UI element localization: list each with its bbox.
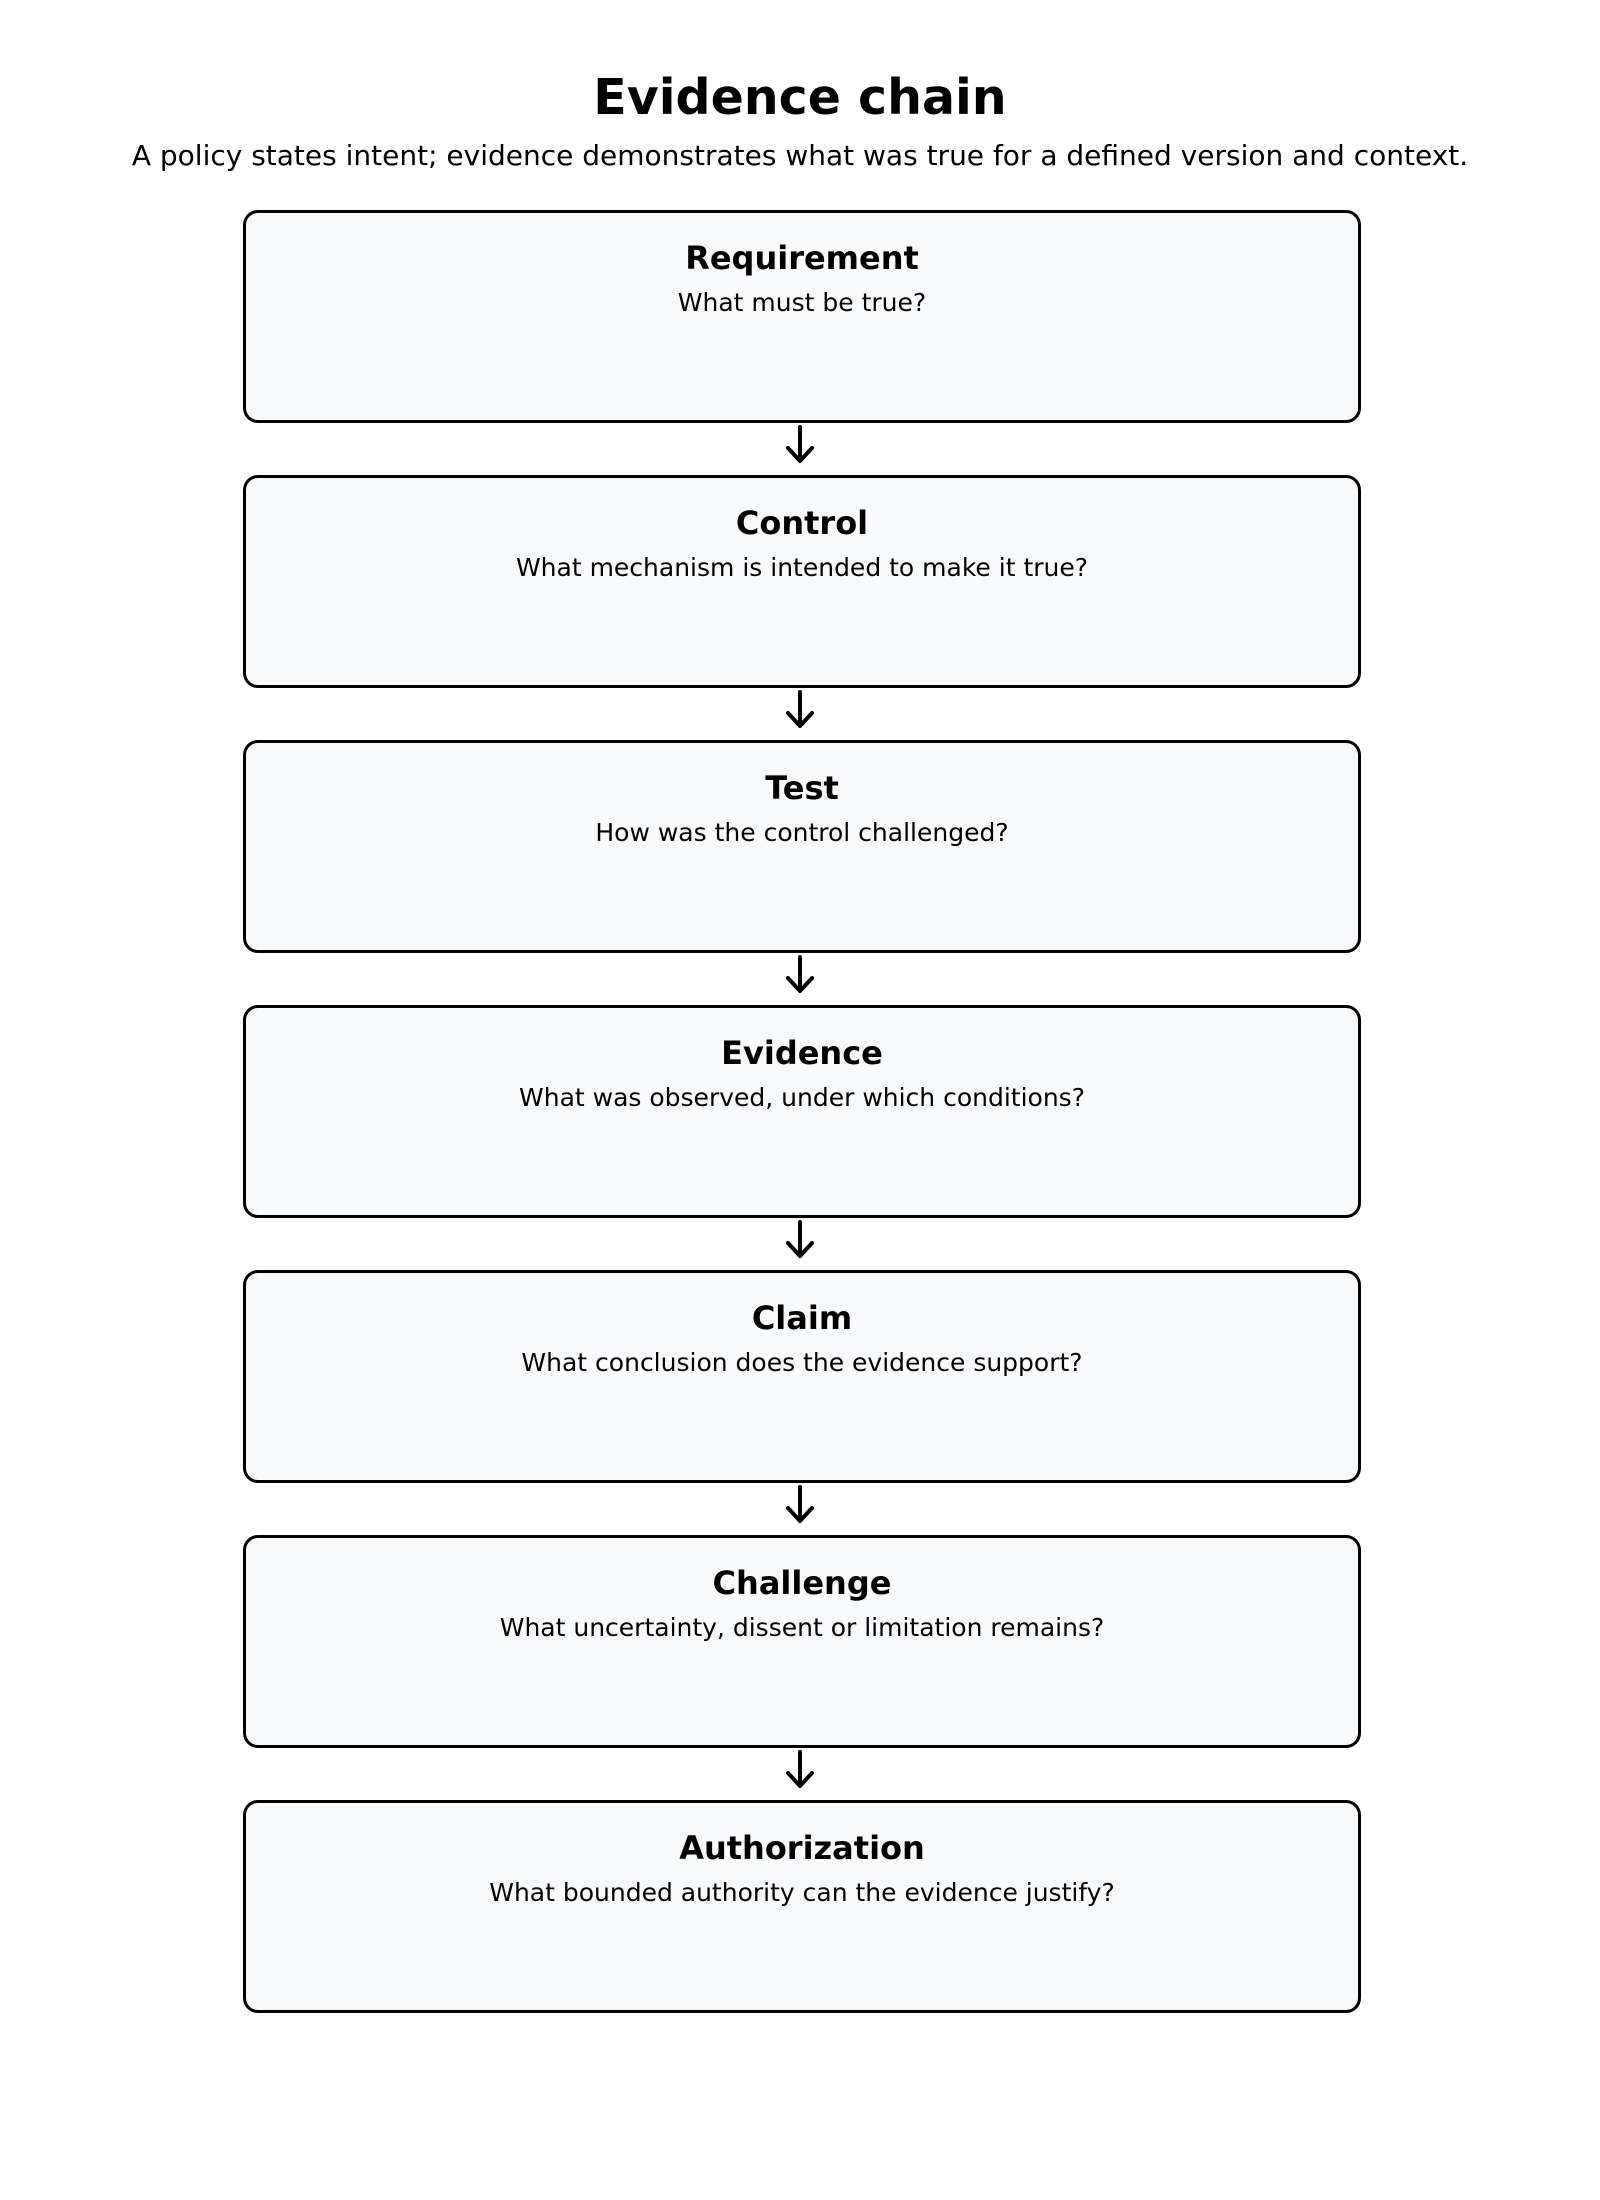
step-question: What uncertainty, dissent or limitation remains? — [499, 1613, 1105, 1642]
step-question: What must be true? — [677, 288, 927, 317]
step-title: Evidence — [721, 1034, 883, 1072]
step-challenge — [243, 1535, 1361, 1748]
page-title: Evidence chain — [593, 69, 1007, 126]
step-control — [243, 475, 1361, 688]
step-claim — [243, 1270, 1361, 1483]
arrow-down-icon — [784, 690, 816, 730]
step-question: What mechanism is intended to make it true? — [515, 553, 1089, 582]
arrow-down-icon — [784, 1485, 816, 1525]
step-title: Test — [765, 769, 839, 807]
step-title: Challenge — [712, 1564, 892, 1602]
step-question: What bounded authority can the evidence justify? — [489, 1878, 1115, 1907]
step-title: Control — [735, 504, 869, 542]
step-evidence — [243, 1005, 1361, 1218]
arrow-down-icon — [784, 1750, 816, 1790]
arrow-down-icon — [784, 425, 816, 465]
step-question: What was observed, under which conditions? — [519, 1083, 1085, 1112]
page-subtitle: A policy states intent; evidence demonstrates what was true for a defined version and context. — [131, 139, 1469, 172]
arrow-down-icon — [784, 1220, 816, 1260]
step-title: Authorization — [679, 1829, 925, 1867]
step-authorization — [243, 1800, 1361, 2013]
step-question: What conclusion does the evidence support? — [521, 1348, 1083, 1377]
step-question: How was the control challenged? — [595, 818, 1009, 847]
step-requirement — [243, 210, 1361, 423]
step-title: Claim — [751, 1299, 853, 1337]
arrow-down-icon — [784, 955, 816, 995]
step-title: Requirement — [685, 239, 919, 277]
step-test — [243, 740, 1361, 953]
